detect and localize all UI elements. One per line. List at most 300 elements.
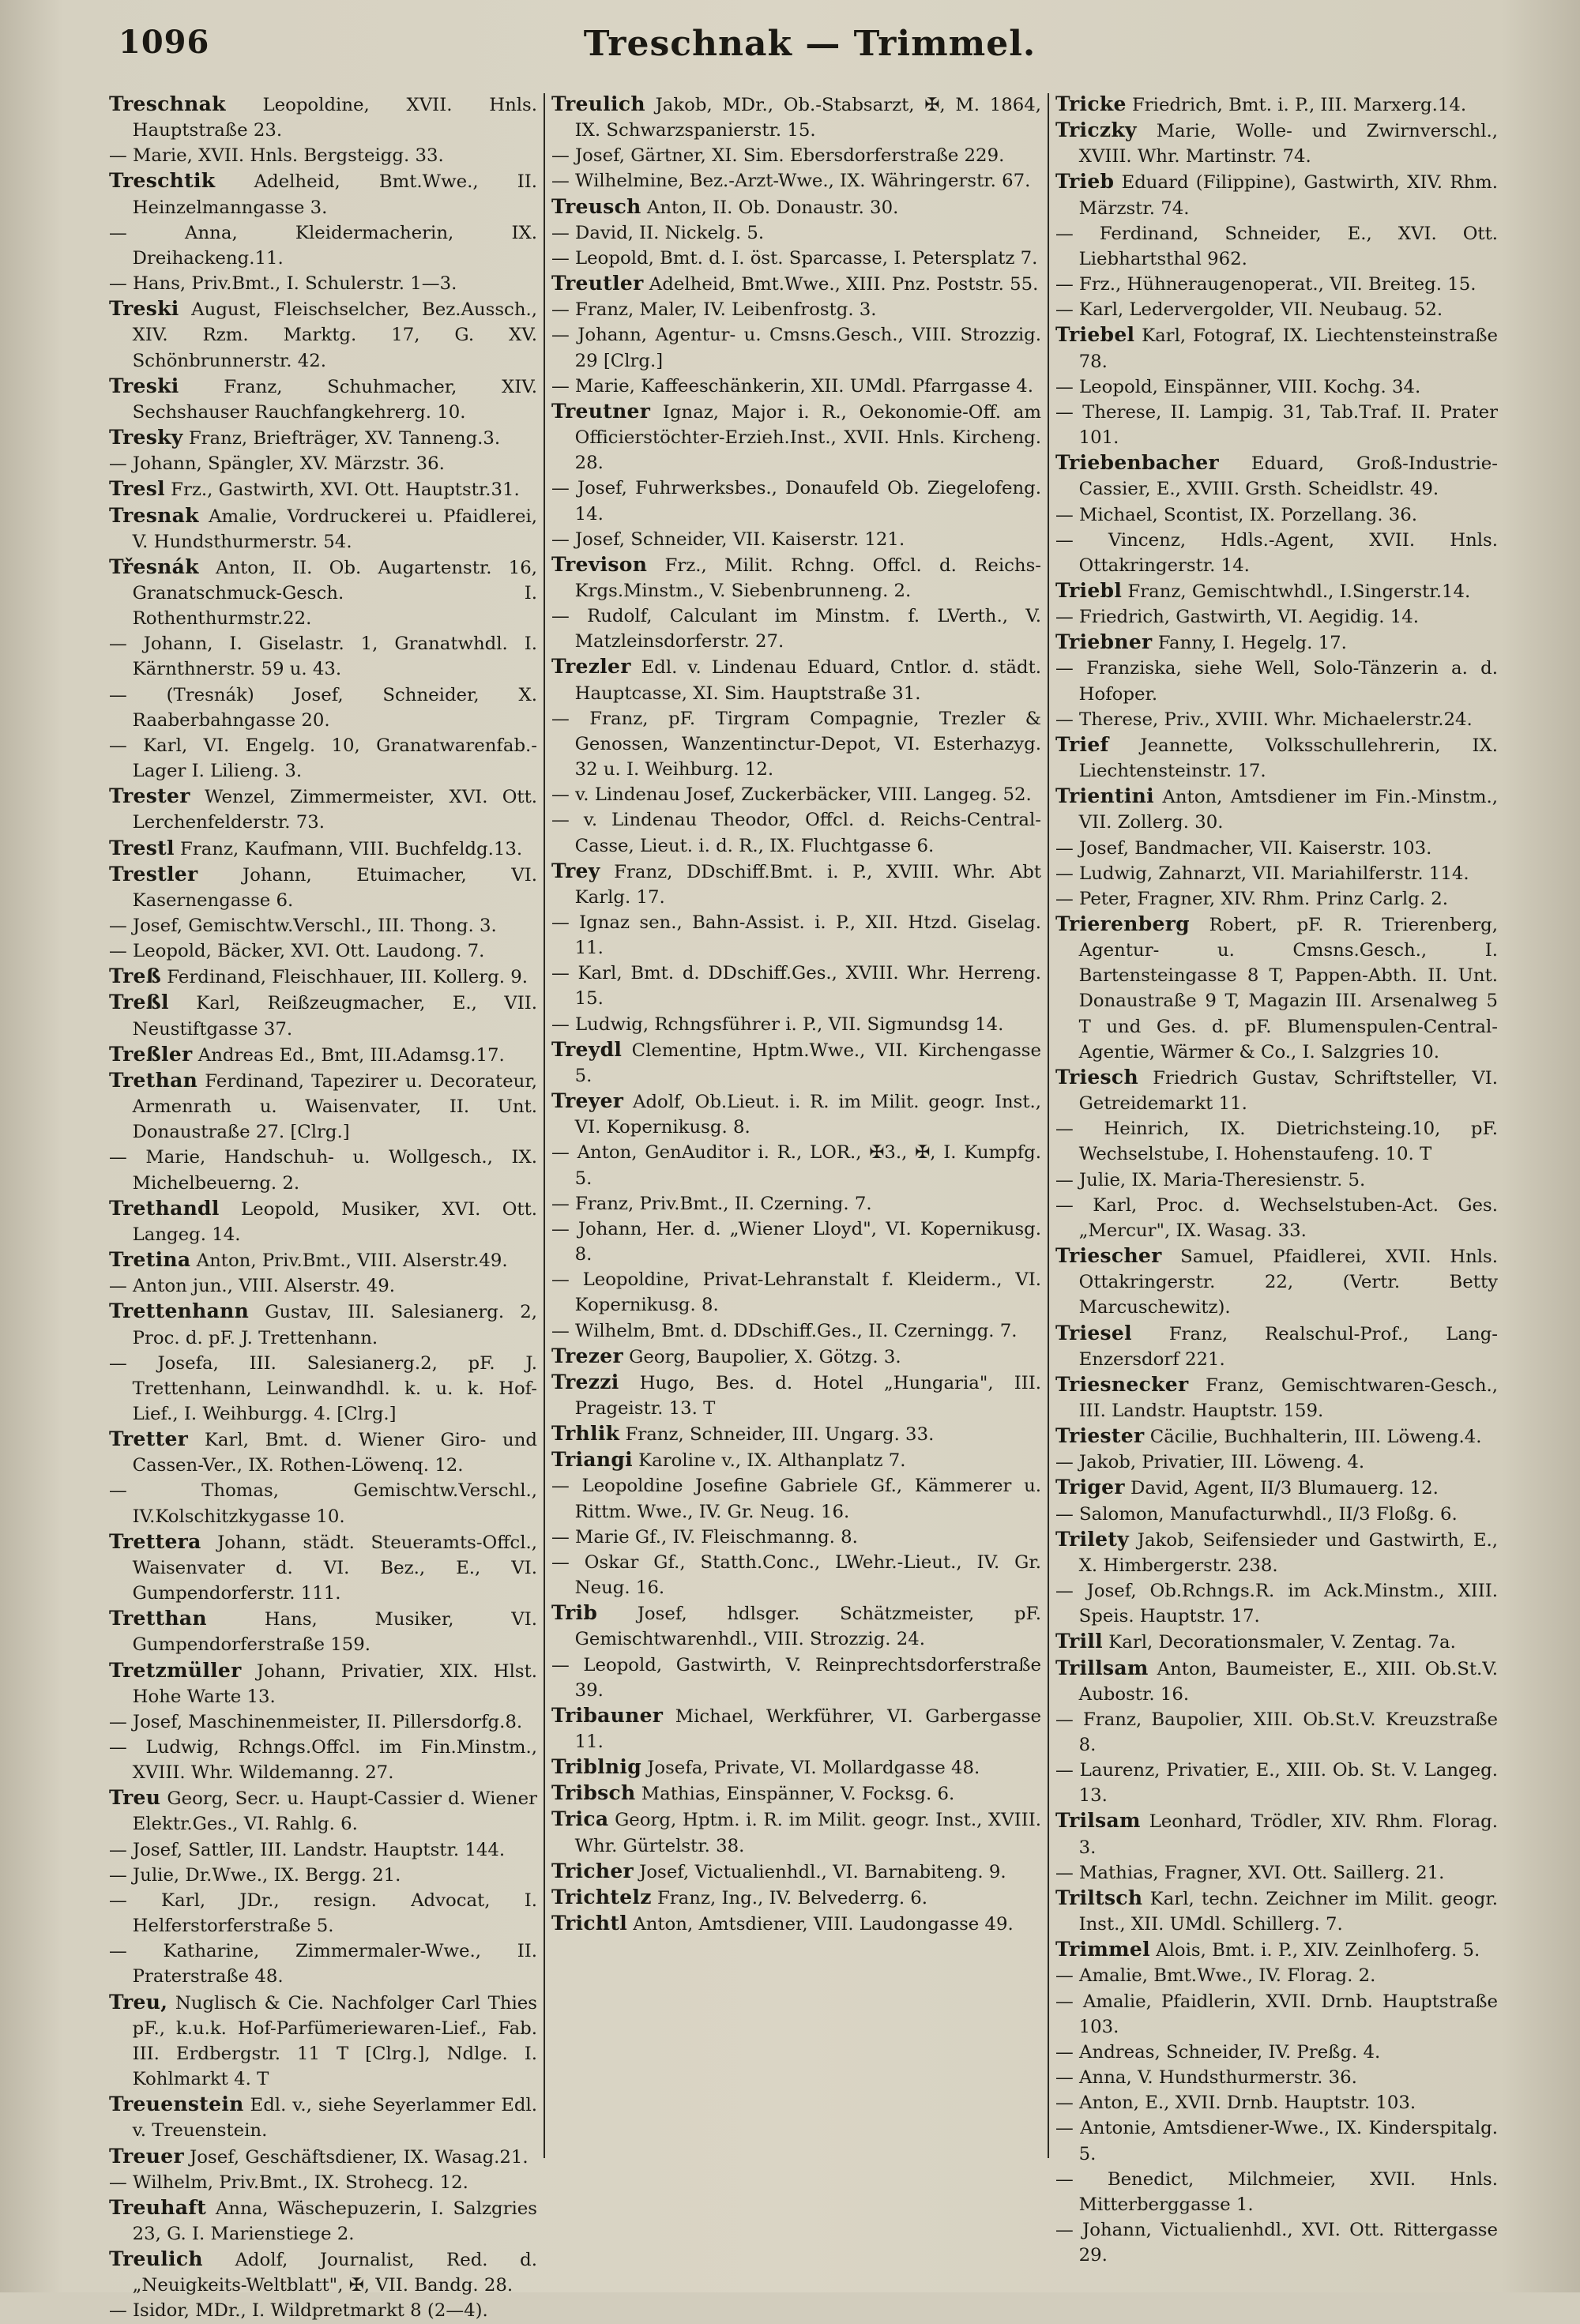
entry-text: Eduard, Groß-Industrie-Cassier, E., XVIII. Grsth. Scheidlstr. 49. <box>1078 453 1498 500</box>
entry-text: Frz., Milit. Rchng. Offcl. d. Reichs-Krgs.Minstm., V. Siebenbrunneng. 2. <box>574 555 1041 601</box>
entry-text: Jakob, MDr., Ob.-Stabsarzt, ✠, M. 1864, IX. Schwarzspanierstr. 15. <box>574 95 1041 141</box>
entry-surname: Trettera <box>109 1529 201 1553</box>
entry-text: Friedrich, Bmt. i. P., III. Marxerg.14. <box>1126 95 1467 115</box>
entry-text: David, Agent, II/3 Blumauerg. 12. <box>1124 1478 1439 1499</box>
entry-text: — Leopold, Bäcker, XVI. Ott. Laudong. 7. <box>109 941 485 962</box>
directory-entry <box>109 683 537 733</box>
directory-entry <box>109 1196 537 1247</box>
entry-text: — Therese, II. Lampig. 31, Tab.Traf. II. Prater 101. <box>1055 401 1498 449</box>
entry-text: Georg, Hptm. i. R. im Milit. geogr. Inst., XVIII. Whr. Gürtelstr. 38. <box>574 1810 1041 1856</box>
entry-text: Frz., Gastwirth, XVI. Ott. Hauptstr.31. <box>164 479 520 501</box>
directory-entry <box>1055 450 1498 502</box>
directory-entry <box>1055 1937 1498 1963</box>
entry-surname: Treyer <box>551 1089 624 1113</box>
directory-entry <box>551 374 1041 399</box>
entry-text: Georg, Secr. u. Haupt-Cassier d. Wiener Elektr.Ges., VI. Rahlg. 6. <box>132 1788 537 1835</box>
entry-surname: Trica <box>551 1807 609 1831</box>
directory-entry <box>109 168 537 220</box>
column-2 <box>551 92 1041 2145</box>
directory-entry <box>551 910 1041 961</box>
directory-entry <box>109 1939 537 1989</box>
entry-surname: Treusch <box>551 194 641 218</box>
directory-entry <box>109 1606 537 1657</box>
directory-entry <box>109 220 537 271</box>
entry-surname: Tretthan <box>109 1607 207 1630</box>
directory-entry <box>109 631 537 682</box>
directory-entry <box>551 1217 1041 1267</box>
directory-entry <box>551 782 1041 807</box>
directory-entry <box>1055 1808 1498 1860</box>
entry-surname: Triesel <box>1055 1321 1132 1344</box>
directory-entry <box>1055 221 1498 272</box>
directory-entry <box>551 1473 1041 1524</box>
entry-text: — Karl, Proc. d. Wechselstuben-Act. Ges. „Mercur", IX. Wasag. 33. <box>1055 1194 1498 1241</box>
directory-entry <box>109 1785 537 1837</box>
entry-surname: Treß <box>109 965 162 988</box>
entry-text: Leopoldine, XVII. Hnls. Hauptstraße 23. <box>132 95 537 141</box>
entry-text: — Friedrich, Gastwirth, VI. Aegidig. 14. <box>1055 607 1419 628</box>
directory-entry <box>1055 502 1498 528</box>
entry-text: — Michael, Scontist, IX. Porzellang. 36. <box>1055 504 1418 525</box>
directory-entry <box>1055 400 1498 450</box>
entry-text: — Amalie, Bmt.Wwe., IV. Florag. 2. <box>1055 1965 1376 1987</box>
entry-surname: Trethandl <box>109 1196 220 1220</box>
directory-entry <box>109 1351 537 1427</box>
directory-entry <box>109 92 537 143</box>
directory-entry <box>551 1911 1041 1937</box>
entry-text: Jeannette, Volksschullehrerin, IX. Liechtensteinstr. 17. <box>1078 735 1498 782</box>
entry-text: — v. Lindenau Theodor, Offcl. d. Reichs-Central-Casse, Lieut. i. d. R., IX. Fluchtgasse 6. <box>551 810 1041 856</box>
directory-entry <box>551 654 1041 705</box>
entry-text: — Josef, Fuhrwerksbes., Donaufeld Ob. Ziegelofeng. 14. <box>551 478 1041 525</box>
entry-surname: Treutner <box>551 399 651 423</box>
entry-text: — Ferdinand, Schneider, E., XVI. Ott. Liebhartsthal 962. <box>1055 223 1498 269</box>
entry-text: Nuglisch & Cie. Nachfolger Carl Thies pF., k.u.k. Hof-Parfümeriewaren-Lief., Fab. III. Erdbergstr. 11 T [Clrg.], Ndlge. I. Kohlmarkt 4. T <box>132 1992 537 2090</box>
directory-entry <box>1055 2115 1498 2166</box>
entry-surname: Triebel <box>1055 323 1135 347</box>
directory-entry <box>1055 272 1498 297</box>
entry-surname: Trilety <box>1055 1527 1130 1551</box>
directory-entry <box>109 862 537 913</box>
entry-surname: Treu, <box>109 1990 168 2014</box>
entry-surname: Trierenberg <box>1055 912 1190 935</box>
entry-text: — Leopoldine Josefine Gabriele Gf., Kämmerer u. Rittm. Wwe., IV. Gr. Neug. 16. <box>551 1476 1041 1522</box>
directory-entry <box>1055 604 1498 630</box>
directory-entry <box>109 1990 537 2093</box>
entry-surname: Trester <box>109 784 190 808</box>
directory-entry <box>1055 1372 1498 1423</box>
entry-text: — Andreas, Schneider, IV. Preßg. 4. <box>1055 2041 1381 2063</box>
entry-text: — Julie, IX. Maria-Theresienstr. 5. <box>1055 1169 1366 1190</box>
entry-text: Franz, Schuhmacher, XIV. Sechshauser Rauchfangkehrerg. 10. <box>132 376 537 423</box>
entry-text: — Johann, I. Giselastr. 1, Granatwhdl. I. Kärnthnerstr. 59 u. 43. <box>109 634 537 680</box>
directory-entry <box>1055 1243 1498 1320</box>
directory-entry <box>1055 2167 1498 2217</box>
entry-text: Adolf, Journalist, Red. d. „Neuigkeits-Weltblatt", ✠, VII. Bandg. 28. <box>132 2250 537 2296</box>
directory-entry <box>1055 1065 1498 1116</box>
directory-entry <box>109 2247 537 2298</box>
directory-entry <box>551 194 1041 220</box>
entry-text: Friedrich Gustav, Schriftsteller, VI. Getreidemarkt 11. <box>1078 1067 1498 1115</box>
directory-entry <box>1055 1168 1498 1193</box>
entry-text: Johann, Privatier, XIX. Hlst. Hohe Warte 13. <box>132 1660 537 1707</box>
entry-text: Karoline v., IX. Althanplatz 7. <box>632 1450 906 1472</box>
entry-text: — Josef, Sattler, III. Landstr. Hauptstr. 144. <box>109 1839 506 1860</box>
page-number: 1096 <box>118 24 210 61</box>
entry-text: — Therese, Priv., XVIII. Whr. Michaelerstr.24. <box>1055 709 1473 730</box>
directory-entry <box>1055 118 1498 169</box>
entry-text: — Josef, Gärtner, XI. Sim. Ebersdorferstraße 229. <box>551 145 1005 167</box>
entry-surname: Treßl <box>109 991 169 1014</box>
entry-text: — Heinrich, IX. Dietrichsteing.10, pF. Wechselstube, I. Hohenstaufeng. 10. T <box>1055 1119 1498 1165</box>
entry-text: — Vincenz, Hdls.-Agent, XVII. Hnls. Ottakringerstr. 14. <box>1055 529 1498 576</box>
directory-entry <box>109 2170 537 2195</box>
entry-surname: Triger <box>1055 1476 1125 1499</box>
entry-text: — Ludwig, Rchngs.Offcl. im Fin.Minstm., XVIII. Whr. Wildemanng. 27. <box>109 1737 537 1784</box>
entry-surname: Treulich <box>551 92 645 115</box>
directory-entry <box>1055 1193 1498 1243</box>
directory-entry <box>1055 784 1498 835</box>
entry-text: Wenzel, Zimmermeister, XVI. Ott. Lerchenfelderstr. 73. <box>132 787 537 833</box>
entry-text: — Rudolf, Calculant im Minstm. f. LVerth., V. Matzleinsdorferstr. 27. <box>551 606 1041 652</box>
entry-surname: Trieb <box>1055 170 1115 194</box>
entry-text: — Thomas, Gemischtw.Verschl., IV.Kolschitzkygasse 10. <box>109 1480 537 1527</box>
entry-surname: Tricke <box>1055 92 1127 115</box>
directory-entry <box>551 220 1041 246</box>
entry-text: — Josef, Bandmacher, VII. Kaiserstr. 103. <box>1055 837 1432 859</box>
column-1 <box>109 92 537 2322</box>
column-rule-2 <box>1048 93 1049 2158</box>
entry-surname: Treßler <box>109 1042 193 1066</box>
directory-entry <box>551 1318 1041 1344</box>
directory-entry <box>1055 861 1498 886</box>
entry-text: Josef, Victualienhdl., VI. Barnabiteng. 9. <box>634 1861 1006 1882</box>
entry-text: Franz, Briefträger, XV. Tanneng.3. <box>182 428 501 449</box>
entry-text: — Franziska, siehe Well, Solo-Tänzerin a. d. Hofoper. <box>1055 658 1498 705</box>
directory-entry <box>1055 297 1498 322</box>
directory-entry <box>551 1653 1041 1703</box>
entry-text: — Wilhelm, Bmt. d. DDschiff.Ges., II. Czerningg. 7. <box>551 1320 1018 1341</box>
entry-text: Leopold, Musiker, XVI. Ott. Langeg. 14. <box>132 1198 537 1245</box>
entry-surname: Triebner <box>1055 630 1153 654</box>
entry-text: Ferdinand, Fleischhauer, III. Kollerg. 9. <box>161 967 529 988</box>
entry-text: — Katharine, Zimmermaler-Wwe., II. Praterstraße 48. <box>109 1941 537 1987</box>
directory-entry <box>1055 1989 1498 2040</box>
entry-text: — Ludwig, Zahnarzt, VII. Mariahilferstr. 114. <box>1055 863 1469 884</box>
directory-entry <box>1055 732 1498 784</box>
entry-surname: Triblnig <box>551 1755 641 1779</box>
entry-surname: Treulich <box>109 2247 203 2271</box>
entry-surname: Trhlik <box>551 1422 620 1446</box>
entry-surname: Tretina <box>109 1248 191 1272</box>
entry-text: Franz, Kaufmann, VIII. Buchfeldg.13. <box>174 838 523 859</box>
directory-entry <box>109 271 537 296</box>
directory-entry <box>551 1037 1041 1089</box>
directory-entry <box>1055 1423 1498 1450</box>
entry-text: — Johann, Spängler, XV. Märzstr. 36. <box>109 453 445 475</box>
directory-entry <box>109 1709 537 1735</box>
entry-text: Adelheid, Bmt.Wwe., XIII. Pnz. Poststr. 55. <box>643 274 1039 295</box>
directory-entry <box>109 784 537 835</box>
directory-entry <box>551 322 1041 373</box>
entry-text: Leonhard, Trödler, XIV. Rhm. Florag. 3. <box>1078 1811 1498 1858</box>
directory-entry <box>109 143 537 168</box>
entry-text: — Anna, V. Hundsthurmerstr. 36. <box>1055 2067 1357 2089</box>
entry-text: — Leopold, Bmt. d. I. öst. Sparcasse, I. Petersplatz 7. <box>551 247 1038 269</box>
directory-entry <box>109 503 537 555</box>
directory-entry <box>109 2195 537 2247</box>
entry-surname: Treuenstein <box>109 2093 244 2116</box>
entry-surname: Tribsch <box>551 1781 636 1805</box>
entry-text: — Johann, Her. d. „Wiener Lloyd", VI. Kopernikusg. 8. <box>551 1218 1041 1265</box>
directory-entry <box>551 706 1041 782</box>
entry-surname: Trib <box>551 1601 598 1625</box>
directory-entry <box>1055 92 1498 118</box>
directory-entry <box>551 604 1041 654</box>
directory-entry <box>1055 528 1498 578</box>
entry-surname: Tresl <box>109 477 165 501</box>
directory-entry <box>551 246 1041 271</box>
directory-entry <box>109 1478 537 1529</box>
entry-text: Anna, Wäschepuzerin, I. Salzgries 23, G. I. Marienstiege 2. <box>132 2198 537 2244</box>
directory-entry <box>1055 374 1498 400</box>
directory-entry <box>1055 2090 1498 2115</box>
directory-entry <box>109 1427 537 1478</box>
entry-text: Edl. v. Lindenau Eduard, Cntlor. d. städt. Hauptcasse, XI. Sim. Hauptstraße 31. <box>574 657 1041 704</box>
entry-text: — v. Lindenau Josef, Zuckerbäcker, VIII. Langeg. 52. <box>551 784 1032 806</box>
directory-entry <box>1055 707 1498 732</box>
entry-text: — Josefa, III. Salesianerg.2, pF. J. Trettenhann, Leinwandhdl. k. u. k. Hof-Lief., I. Weihburgg. 4. [Clrg.] <box>109 1352 537 1424</box>
entry-surname: Trestl <box>109 836 175 859</box>
directory-entry <box>109 1273 537 1299</box>
entry-text: Franz, Realschul-Prof., Lang-Enzersdorf 221. <box>1078 1323 1498 1370</box>
running-head: Treschnak — Trimmel. <box>583 24 1036 64</box>
entry-surname: Trill <box>1055 1630 1103 1653</box>
entry-surname: Treski <box>109 374 179 397</box>
directory-entry <box>551 1089 1041 1140</box>
directory-entry <box>1055 322 1498 374</box>
entry-surname: Treydl <box>551 1037 623 1061</box>
entry-text: Clementine, Hptm.Wwe., VII. Kirchengasse 5. <box>574 1040 1041 1086</box>
entry-text: — Franz, Baupolier, XIII. Ob.St.V. Kreuzstraße 8. <box>1055 1709 1498 1755</box>
directory-entry <box>551 1550 1041 1600</box>
entry-surname: Triangi <box>551 1448 633 1472</box>
directory-entry <box>551 552 1041 604</box>
directory-entry <box>1055 1527 1498 1578</box>
entry-surname: Trestler <box>109 862 198 886</box>
directory-entry <box>1055 1886 1498 1937</box>
directory-entry <box>109 1863 537 1888</box>
entry-text: Karl, Decorationsmaler, V. Zentag. 7a. <box>1102 1632 1456 1653</box>
entry-text: — Josef, Maschinenmeister, II. Pillersdorfg.8. <box>109 1711 523 1732</box>
directory-entry <box>1055 1475 1498 1501</box>
entry-surname: Tresnak <box>109 503 199 527</box>
entry-surname: Trezer <box>551 1344 623 1367</box>
entry-text: Gustav, III. Salesianerg. 2, Proc. d. pF. J. Trettenhann. <box>132 1302 537 1348</box>
entry-surname: Trichtelz <box>551 1885 652 1908</box>
directory-entry <box>109 555 537 631</box>
entry-text: — David, II. Nickelg. 5. <box>551 222 765 243</box>
directory-entry <box>1055 630 1498 656</box>
entry-text: — Karl, VI. Engelg. 10, Granatwarenfab.-Lager I. Lilieng. 3. <box>109 735 537 782</box>
entry-text: — Isidor, MDr., I. Wildpretmarkt 8 (2—4). <box>109 2300 488 2322</box>
entry-text: Samuel, Pfaidlerei, XVII. Hnls. Ottakringerstr. 22, (Vertr. Betty Marcuschewitz). <box>1078 1247 1498 1318</box>
directory-entry <box>109 836 537 862</box>
entry-text: Cäcilie, Buchhalterin, III. Löweng.4. <box>1144 1427 1482 1448</box>
entry-text: Adolf, Ob.Lieut. i. R. im Milit. geogr. Inst., VI. Kopernikusg. 8. <box>574 1092 1041 1138</box>
entry-surname: Triebenbacher <box>1055 451 1219 475</box>
entry-text: — Benedict, Milchmeier, XVII. Hnls. Mitterberggasse 1. <box>1055 2168 1498 2215</box>
directory-entry <box>1055 1578 1498 1629</box>
entry-text: Johann, städt. Steueramts-Offcl., Waisenvater d. VI. Bez., E., VI. Gumpendorferstr. 111. <box>132 1532 537 1604</box>
entry-text: — Anton jun., VIII. Alserstr. 49. <box>109 1276 395 1297</box>
entry-text: Anton, Amtsdiener im Fin.-Minstm., VII. Zollerg. 30. <box>1078 787 1498 833</box>
directory-entry <box>1055 2040 1498 2065</box>
directory-entry <box>1055 1450 1498 1475</box>
entry-text: — Marie, Kaffeeschänkerin, XII. UMdl. Pfarrgasse 4. <box>551 375 1033 397</box>
entry-text: Robert, pF. R. Trierenberg, Agentur- u. Cmsns.Gesch., I. Bartensteingasse 8 T, Pappen-Abth. II. Unt. Donaustraße 9 T, Magazin III. Arsenalweg 5 T und Ges. d. pF. Blumenspulen-Central-Agentie, Wärmer & Co., I. Salzgries 10. <box>1078 915 1498 1062</box>
entry-text: — Laurenz, Privatier, E., XIII. Ob. St. V. Langeg. 13. <box>1055 1760 1498 1807</box>
entry-surname: Trezzi <box>551 1370 619 1393</box>
entry-surname: Trevison <box>551 552 648 576</box>
directory-entry <box>1055 1860 1498 1886</box>
directory-entry <box>551 1370 1041 1421</box>
entry-surname: Tretter <box>109 1427 189 1451</box>
directory-entry <box>551 1703 1041 1754</box>
directory-entry <box>551 807 1041 858</box>
directory-entry <box>551 1754 1041 1781</box>
entry-text: Karl, Bmt. d. Wiener Giro- und Cassen-Ver., IX. Rothen-Löwenq. 12. <box>132 1430 537 1476</box>
entry-text: Edl. v., siehe Seyerlammer Edl. v. Treuenstein. <box>132 2095 537 2142</box>
entry-text: Georg, Baupolier, X. Götzg. 3. <box>623 1346 901 1367</box>
entry-text: — Anton, E., XVII. Drnb. Hauptstr. 103. <box>1055 2093 1416 2114</box>
directory-entry <box>1055 1116 1498 1167</box>
entry-surname: Triltsch <box>1055 1886 1143 1909</box>
entry-text: — Josef, Schneider, VII. Kaiserstr. 121. <box>551 528 905 550</box>
entry-surname: Trimmel <box>1055 1938 1150 1961</box>
entry-surname: Treschnak <box>109 92 226 115</box>
directory-entry <box>551 1885 1041 1911</box>
directory-entry <box>109 425 537 451</box>
directory-entry <box>551 297 1041 322</box>
directory-entry <box>109 1247 537 1273</box>
directory-entry <box>551 961 1041 1011</box>
directory-entry <box>551 1012 1041 1037</box>
entry-surname: Triesch <box>1055 1065 1138 1089</box>
entry-text: — Marie, Handschuh- u. Wollgesch., IX. Michelbeuerng. 2. <box>109 1147 537 1194</box>
entry-text: Franz, DDschiff.Bmt. i. P., XVIII. Whr. Abt Karlg. 17. <box>574 861 1041 908</box>
entry-text: Johann, Etuimacher, VI. Kasernengasse 6. <box>132 864 537 911</box>
directory-entry <box>1055 656 1498 706</box>
directory-entry <box>551 399 1041 476</box>
directory-entry <box>1055 2217 1498 2268</box>
directory-entry <box>1055 1502 1498 1527</box>
directory-entry <box>109 938 537 964</box>
entry-surname: Trezler <box>551 655 631 679</box>
directory-entry <box>109 2144 537 2170</box>
directory-entry <box>1055 912 1498 1065</box>
directory-entry <box>551 527 1041 552</box>
entry-text: — Franz, pF. Tirgram Compagnie, Trezler & Genossen, Wanzentinctur-Depot, VI. Esterhazyg. 32 u. I. Weihburg. 12. <box>551 708 1041 780</box>
entry-surname: Treu <box>109 1786 161 1810</box>
entry-text: Josef, Geschäftsdiener, IX. Wasag.21. <box>183 2146 529 2168</box>
entry-text: Marie, Wolle- und Zwirnverschl., XVIII. Whr. Martinstr. 74. <box>1078 121 1498 167</box>
entry-text: Adelheid, Bmt.Wwe., II. Heinzelmanngasse 3. <box>132 171 537 218</box>
column-rule-1 <box>544 93 545 2158</box>
entry-text: Andreas Ed., Bmt, III.Adamsg.17. <box>192 1044 505 1066</box>
entry-surname: Třesnák <box>109 555 199 578</box>
directory-entry <box>109 1145 537 1195</box>
entry-text: Anton, Baumeister, E., XIII. Ob.St.V. Aubostr. 16. <box>1078 1658 1498 1705</box>
entry-text: — Amalie, Pfaidlerin, XVII. Drnb. Hauptstraße 103. <box>1055 1991 1498 2037</box>
directory-entry <box>551 1447 1041 1473</box>
entry-surname: Trey <box>551 859 600 882</box>
entry-text: Hans, Musiker, VI. Gumpendorferstraße 159. <box>132 1609 537 1656</box>
directory-entry <box>1055 578 1498 604</box>
directory-entry <box>1055 1963 1498 1988</box>
entry-surname: Tretzmüller <box>109 1658 242 1682</box>
entry-text: Karl, Fotograf, IX. Liechtensteinstraße 78. <box>1078 325 1498 372</box>
entry-text: — Josef, Ob.Rchngs.R. im Ack.Minstm., XIII. Speis. Hauptstr. 17. <box>1055 1581 1498 1627</box>
entry-text: Anton, II. Ob. Donaustr. 30. <box>641 197 899 218</box>
entry-surname: Trettenhann <box>109 1299 250 1323</box>
entry-text: Eduard (Filippine), Gastwirth, XIV. Rhm. Märzstr. 74. <box>1078 172 1498 219</box>
directory-entry <box>109 733 537 784</box>
entry-text: Franz, Gemischtwaren-Gesch., III. Landstr. Hauptstr. 159. <box>1078 1374 1498 1421</box>
directory-entry <box>551 143 1041 168</box>
directory-entry <box>109 451 537 476</box>
entry-text: — Karl, JDr., resign. Advocat, I. Helferstorferstraße 5. <box>109 1890 537 1937</box>
entry-text: Anton, Amtsdiener, VIII. Laudongasse 49. <box>627 1914 1014 1935</box>
directory-entry <box>109 1658 537 1709</box>
entry-text: Franz, Gemischtwhdl., I.Singerstr.14. <box>1122 581 1471 602</box>
directory-entry <box>1055 836 1498 861</box>
directory-entry <box>1055 1629 1498 1655</box>
entry-text: Hugo, Bes. d. Hotel „Hungaria", III. Prageistr. 13. T <box>574 1372 1041 1419</box>
entry-text: — Marie, XVII. Hnls. Bergsteigg. 33. <box>109 145 444 167</box>
directory-entry <box>109 1529 537 1606</box>
entry-text: — (Tresnák) Josef, Schneider, X. Raaberbahngasse 20. <box>109 684 537 731</box>
entry-text: — Leopold, Einspänner, VIII. Kochg. 34. <box>1055 376 1421 397</box>
entry-surname: Trichtl <box>551 1912 627 1935</box>
entry-text: Franz, Ing., IV. Belvederrg. 6. <box>651 1887 928 1908</box>
entry-text: Josef, hdlsger. Schätzmeister, pF. Gemischtwarenhdl., VIII. Strozzig. 24. <box>574 1604 1041 1650</box>
directory-entry <box>551 1600 1041 1652</box>
directory-entry <box>109 2092 537 2143</box>
directory-entry <box>551 168 1041 194</box>
entry-text: — Marie Gf., IV. Fleischmanng. 8. <box>551 1526 858 1547</box>
directory-entry <box>109 476 537 502</box>
directory-entry <box>551 1267 1041 1318</box>
entry-text: — Karl, Bmt. d. DDschiff.Ges., XVIII. Whr. Herreng. 15. <box>551 963 1041 1010</box>
directory-entry <box>109 964 537 990</box>
entry-text: August, Fleischselcher, Bez.Aussch., XIV. Rzm. Marktg. 17, G. XV. Schönbrunnerstr. 42. <box>132 299 537 371</box>
entry-text: Karl, Reißzeugmacher, E., VII. Neustiftgasse 37. <box>132 993 537 1040</box>
entry-surname: Treuer <box>109 2144 184 2168</box>
entry-text: — Julie, Dr.Wwe., IX. Bergg. 21. <box>109 1864 401 1886</box>
entry-text: — Jakob, Privatier, III. Löweng. 4. <box>1055 1452 1365 1473</box>
entry-text: — Josef, Gemischtw.Verschl., III. Thong. 3. <box>109 916 497 936</box>
directory-entry <box>551 1140 1041 1190</box>
directory-entry <box>551 1859 1041 1885</box>
entry-text: — Leopoldine, Privat-Lehranstalt f. Kleiderm., VI. Kopernikusg. 8. <box>551 1269 1041 1316</box>
entry-surname: Treski <box>109 297 179 321</box>
entry-text: — Hans, Priv.Bmt., I. Schulerstr. 1—3. <box>109 273 457 295</box>
entry-surname: Trillsam <box>1055 1656 1149 1679</box>
column-3 <box>1055 92 1498 2266</box>
entry-text: — Johann, Agentur- u. Cmsns.Gesch., VIII. Strozzig. 29 [Clrg.] <box>551 325 1041 371</box>
entry-text: — Antonie, Amtsdiener-Wwe., IX. Kinderspitalg. 5. <box>1055 2118 1498 2164</box>
